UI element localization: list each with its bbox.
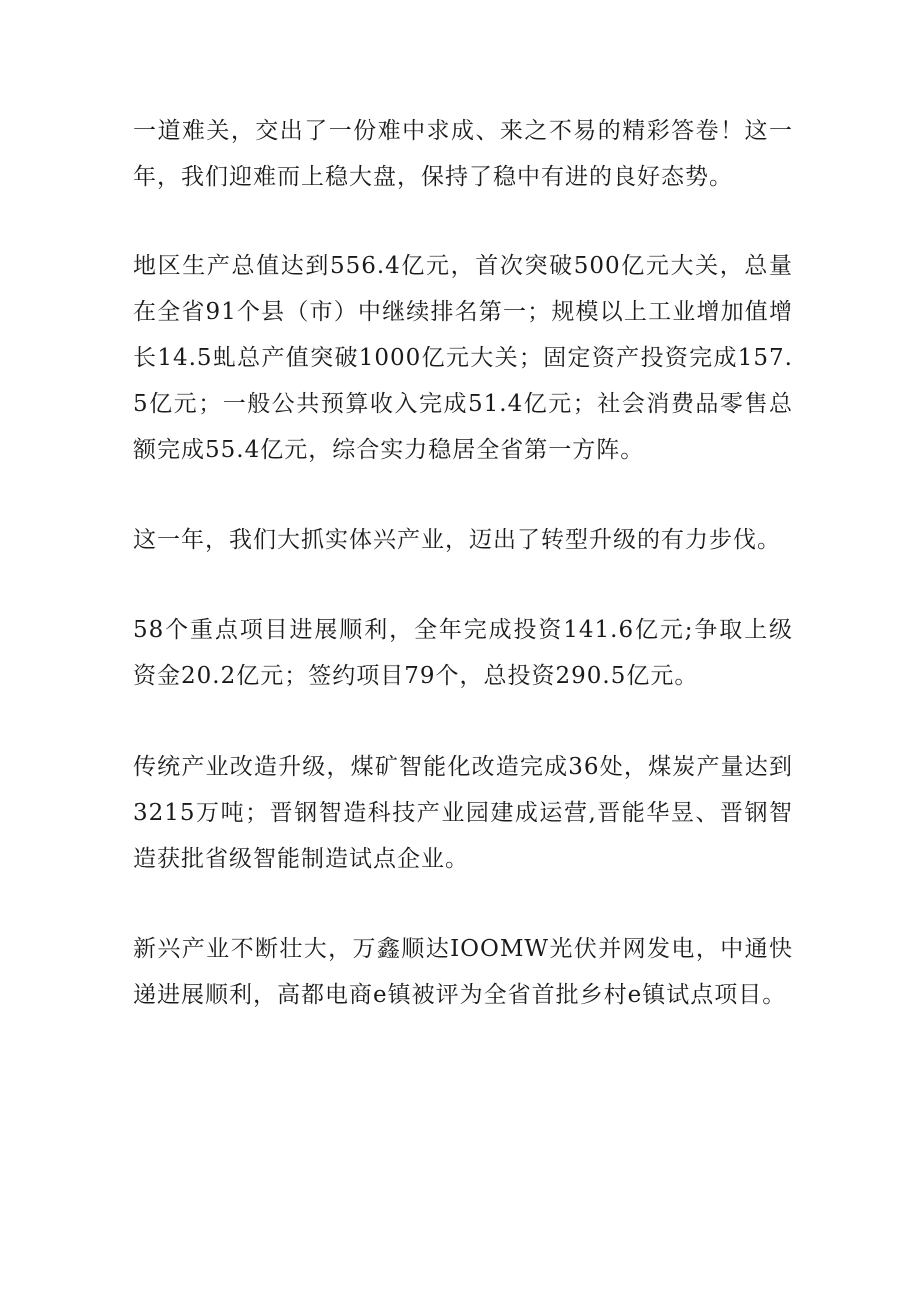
paragraph-industry-transformation: 这一年，我们大抓实体兴产业，迈出了转型升级的有力步伐。 [133, 527, 781, 553]
paragraph-key-projects: 58个重点项目进展顺利，全年完成投资141.6亿元;争取上级资金20.2亿元；签约项目79个，总投资290.5亿元。 [133, 617, 793, 689]
paragraph-emerging-industry: 新兴产业不断壮大，万鑫顺达IOOMW光伏并网发电，中通快递进展顺利，高都电商e镇被评为全省首批乡村e镇试点项目。 [133, 936, 793, 1008]
paragraph-traditional-industry: 传统产业改造升级，煤矿智能化改造完成36处，煤炭产量达到3215万吨；晋钢智造科技产业园建成运营,晋能华昱、晋钢智造获批省级智能制造试点企业。 [133, 754, 793, 872]
paragraph-economic-indicators: 地区生产总值达到556.4亿元，首次突破500亿元大关，总量在全省91个县（市）中继续排名第一；规模以上工业增加值增长14.5虬总产值突破1000亿元大关；固定资产投资完成157.5亿元；一般公共预算收入完成51.4亿元；社会消费品零售总额完成55.4亿元，综合实力稳居全省第一方阵。 [133, 253, 793, 463]
paragraph-annual-summary: 一道难关，交出了一份难中求成、来之不易的精彩答卷！这一年，我们迎难而上稳大盘，保持了稳中有进的良好态势。 [133, 118, 793, 190]
document-body [133, 108, 793, 1062]
